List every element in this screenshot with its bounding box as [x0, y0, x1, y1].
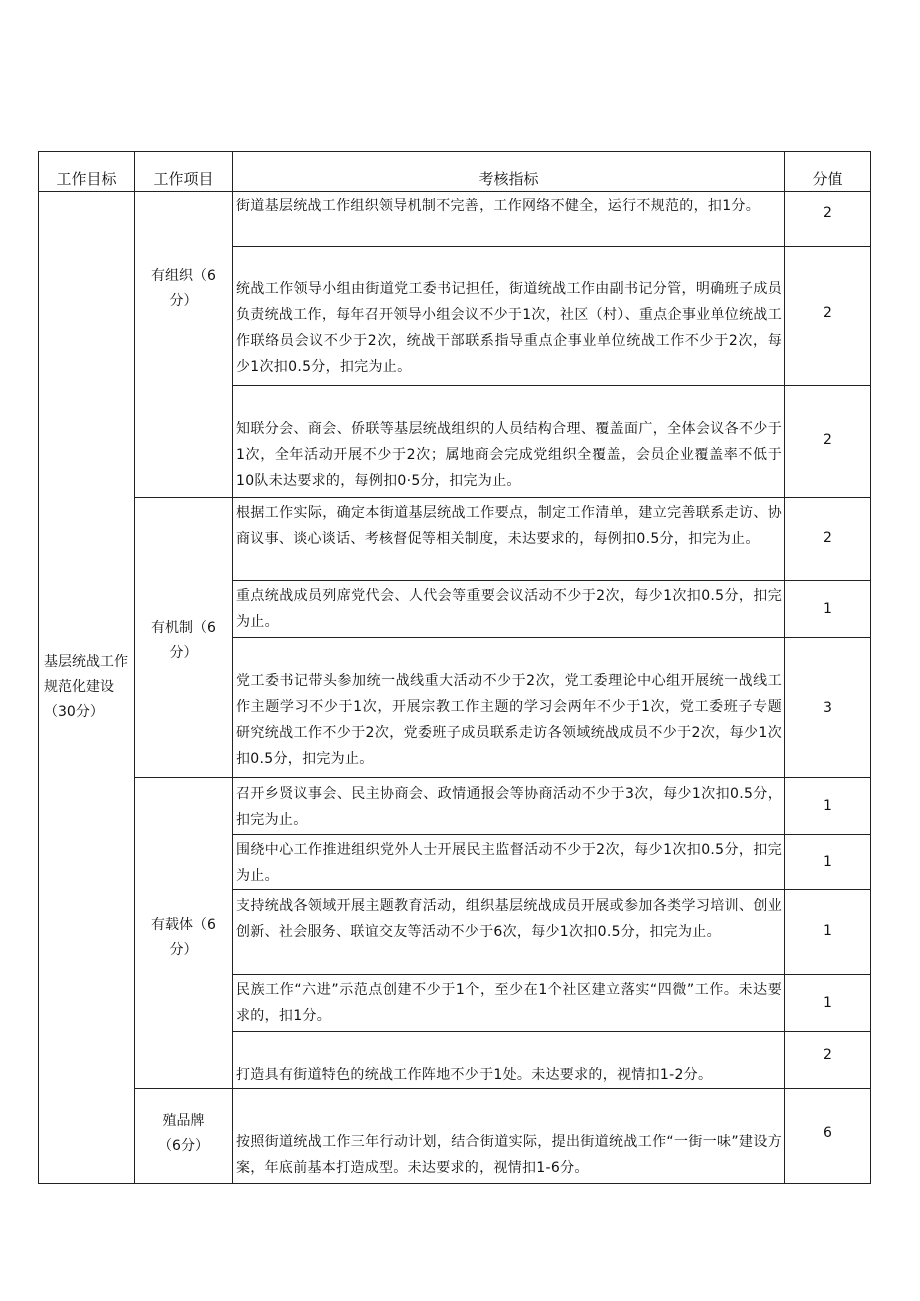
- indicator-text: 围绕中心工作推进组织党外人士开展民主监督活动不少于2次，每少1次扣0.5分，扣完为止。: [236, 842, 782, 884]
- item-cell-mechanism: [135, 498, 233, 778]
- goal-cell: [39, 192, 135, 1184]
- score-value: 2: [823, 205, 832, 221]
- score-cell: [785, 1032, 871, 1089]
- score-cell: [785, 638, 871, 778]
- score-cell: [785, 192, 871, 247]
- header-goal: 工作目标: [39, 152, 135, 192]
- score-cell: [785, 498, 871, 581]
- indicator-cell: [233, 581, 785, 638]
- score-cell: [785, 581, 871, 638]
- score-value: 3: [823, 700, 832, 716]
- table-row: [39, 778, 871, 835]
- goal-label: 基层统战工作规范化建设（30分）: [44, 654, 128, 720]
- indicator-text: 街道基层统战工作组织领导机制不完善，工作网络不健全，运行不规范的，扣1分。: [236, 198, 761, 214]
- item-label: 有组织（6分）: [151, 268, 216, 309]
- header-indicator: 考核指标: [233, 152, 785, 192]
- score-cell: [785, 386, 871, 498]
- indicator-text: 召开乡贤议事会、民主协商会、政情通报会等协商活动不少于3次，每少1次扣0.5分，扣完为止。: [236, 786, 782, 828]
- score-value: 1: [823, 601, 832, 617]
- score-value: 1: [823, 923, 832, 939]
- indicator-cell: [233, 638, 785, 778]
- score-value: 2: [823, 305, 832, 321]
- table-row: [39, 1089, 871, 1184]
- indicator-text: 打造具有街道特色的统战工作阵地不少于1处。未达要求的，视情扣1-2分。: [236, 1067, 713, 1083]
- header-item: 工作项目: [135, 152, 233, 192]
- score-value: 1: [823, 798, 832, 814]
- item-label: 有载体（6分）: [151, 917, 216, 958]
- score-cell: [785, 778, 871, 835]
- header-score: 分值: [785, 152, 871, 192]
- assessment-table: [38, 151, 871, 1184]
- table-row: [39, 498, 871, 581]
- indicator-cell: [233, 386, 785, 498]
- header-row: [39, 152, 871, 192]
- indicator-cell: [233, 247, 785, 386]
- score-value: 2: [823, 1047, 832, 1063]
- indicator-cell: [233, 778, 785, 835]
- indicator-cell: [233, 1089, 785, 1184]
- indicator-text: 按照街道统战工作三年行动计划，结合街道实际，提出街道统战工作“一街一味”建设方案，年底前基本打造成型。未达要求的，视情扣1-6分。: [236, 1134, 782, 1176]
- table-row: [39, 192, 871, 247]
- score-cell: [785, 890, 871, 975]
- indicator-text: 党工委书记带头参加统一战线重大活动不少于2次，党工委理论中心组开展统一战线工作主题学习不少于1次，开展宗教工作主题的学习会两年不少于1次，党工委班子专题研究统战工作不少于2次，党委班子成员联系走访各领域统战成员不少于2次，每少1次扣0.5分，扣完为止。: [236, 673, 782, 767]
- item-cell-organization: [135, 192, 233, 498]
- score-cell: [785, 835, 871, 890]
- score-value: 6: [823, 1125, 832, 1141]
- indicator-cell: [233, 835, 785, 890]
- indicator-text: 支持统战各领域开展主题教育活动，组织基层统战成员开展或参加各类学习培训、创业创新、社会服务、联谊交友等活动不少于6次，每少1次扣0.5分，扣完为止。: [236, 898, 782, 940]
- score-value: 2: [823, 530, 832, 546]
- indicator-text: 知联分会、商会、侨联等基层统战组织的人员结构合理、覆盖面广，全体会议各不少于1次，全年活动开展不少于2次；属地商会完成党组织全覆盖，会员企业覆盖率不低于10队未达要求的，每例扣0·5分，扣完为止。: [236, 421, 782, 489]
- indicator-text: 统战工作领导小组由街道党工委书记担任，街道统战工作由副书记分管，明确班子成员负责统战工作，每年召开领导小组会议不少于1次，社区（村）、重点企事业单位统战工作联络员会议不少于2次，统战干部联系指导重点企事业单位统战工作不少于2次，每少1次扣0.5分，扣完为止。: [236, 281, 782, 375]
- item-cell-carrier: [135, 778, 233, 1089]
- indicator-cell: [233, 192, 785, 247]
- score-value: 1: [823, 854, 832, 870]
- indicator-cell: [233, 890, 785, 975]
- score-cell: [785, 247, 871, 386]
- indicator-text: 根据工作实际，确定本街道基层统战工作要点，制定工作清单，建立完善联系走访、协商议事、谈心谈话、考核督促等相关制度，未达要求的，每例扣0.5分，扣完为止。: [236, 505, 782, 547]
- indicator-text: 重点统战成员列席党代会、人代会等重要会议活动不少于2次，每少1次扣0.5分，扣完为止。: [236, 588, 782, 630]
- item-label: 有机制（6分）: [151, 620, 216, 661]
- item-cell-brand: [135, 1089, 233, 1184]
- indicator-text: 民族工作“六进”示范点创建不少于1个，至少在1个社区建立落实“四微”工作。未达要求的，扣1分。: [236, 982, 782, 1024]
- score-cell: [785, 975, 871, 1032]
- indicator-cell: [233, 498, 785, 581]
- score-cell: [785, 1089, 871, 1184]
- indicator-cell: [233, 975, 785, 1032]
- score-value: 2: [823, 432, 832, 448]
- score-value: 1: [823, 995, 832, 1011]
- indicator-cell: [233, 1032, 785, 1089]
- item-label: 殖品牌（6分）: [158, 1113, 209, 1154]
